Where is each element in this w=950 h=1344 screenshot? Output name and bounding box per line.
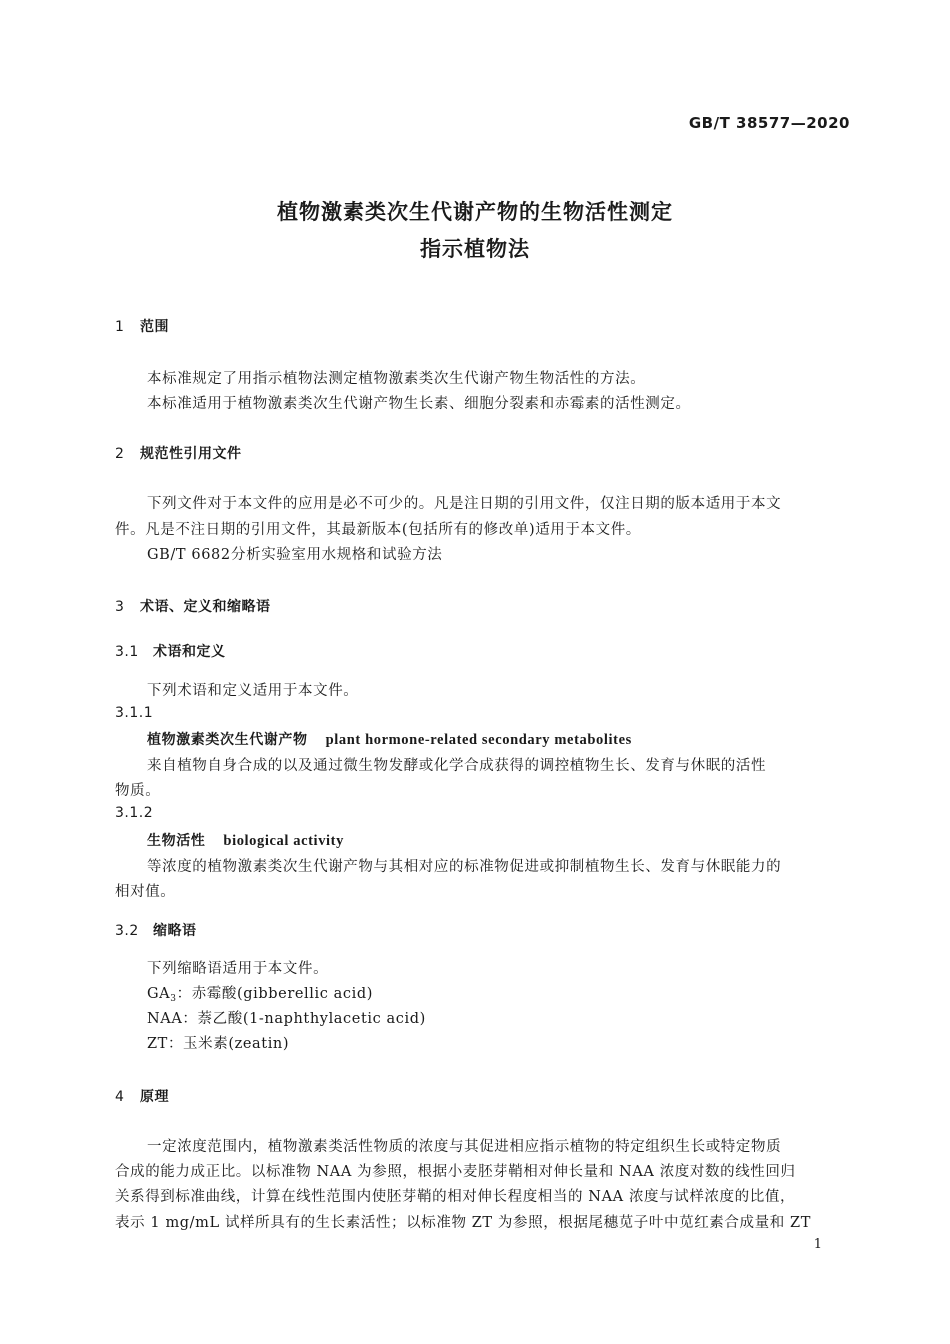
term-number: 3.1.2 — [115, 805, 154, 821]
paragraph-line: 下列文件对于本文件的应用是必不可少的。凡是注日期的引用文件，仅注日期的版本适用于本文 — [147, 496, 782, 512]
abbreviation-definition: ：赤霉酸(gibberellic acid) — [176, 986, 374, 1002]
section-title: 原理 — [140, 1089, 169, 1105]
section-title: 术语和定义 — [153, 644, 226, 660]
section-title: 术语、定义和缩略语 — [140, 599, 271, 615]
normative-reference — [147, 543, 442, 564]
section-2-heading — [115, 443, 242, 463]
paragraph: 本标准适用于植物激素类次生代谢产物生长素、细胞分裂素和赤霉素的活性测定。 — [147, 396, 691, 412]
term-chinese: 植物激素类次生代谢产物 — [147, 732, 308, 748]
section-title: 缩略语 — [153, 923, 197, 939]
section-title: 规范性引用文件 — [140, 446, 242, 462]
section-number: 3.2 — [115, 923, 139, 939]
section-number: 3.1 — [115, 644, 139, 660]
document-title-line2: 指示植物法 — [420, 237, 530, 261]
section-number: 4 — [115, 1089, 125, 1105]
section-number: 3 — [115, 599, 125, 615]
subsection-3-2-heading — [115, 920, 197, 940]
abbreviation-code: GA — [147, 986, 171, 1002]
paragraph-line: 表示 1 mg/mL 试样所具有的生长素活性；以标准物 ZT 为参照，根据尾穗苋子叶中苋红素合成量和 ZT — [115, 1215, 811, 1231]
term-english: biological activity — [223, 833, 344, 849]
paragraph-line: 件。凡是不注日期的引用文件，其最新版本(包括所有的修改单)适用于本文件。 — [115, 522, 641, 538]
paragraph-line: 一定浓度范围内，植物激素类活性物质的浓度与其促进相应指示植物的特定组织生长或特定物质 — [147, 1139, 782, 1155]
term-english: plant hormone-related secondary metabolites — [325, 732, 632, 748]
term-entry — [147, 729, 632, 749]
paragraph-line: 关系得到标准曲线，计算在线性范围内使胚芽鞘的相对伸长程度相当的 NAA 浓度与试样浓度的比值， — [115, 1189, 796, 1205]
abbreviation-item: NAA：萘乙酸(1-naphthylacetic acid) — [147, 1011, 426, 1027]
page-number: 1 — [813, 1237, 822, 1252]
section-1-heading — [115, 316, 169, 336]
standard-number: GB/T 38577—2020 — [688, 114, 850, 132]
term-definition-line: 物质。 — [115, 783, 161, 799]
abbreviation-subscript: 3 — [170, 994, 177, 1004]
term-definition-line: 相对值。 — [115, 884, 176, 900]
section-title: 范围 — [140, 319, 169, 335]
paragraph: 下列术语和定义适用于本文件。 — [147, 683, 359, 699]
paragraph: 下列缩略语适用于本文件。 — [147, 961, 329, 977]
paragraph-line: 合成的能力成正比。以标准物 NAA 为参照，根据小麦胚芽鞘相对伸长量和 NAA 浓度对数的线性回归 — [115, 1164, 796, 1180]
section-3-heading — [115, 596, 271, 616]
document-title-line1: 植物激素类次生代谢产物的生物活性测定 — [277, 200, 673, 224]
term-chinese: 生物活性 — [147, 833, 206, 849]
abbreviation-item: ZT：玉米素(zeatin) — [147, 1036, 290, 1052]
term-entry — [147, 830, 344, 850]
abbreviation-item — [147, 982, 373, 1004]
section-number: 1 — [115, 319, 125, 335]
reference-title: 分析实验室用水规格和试验方法 — [231, 547, 443, 563]
term-definition-line: 来自植物自身合成的以及通过微生物发酵或化学合成获得的调控植物生长、发育与休眠的活性 — [147, 758, 767, 774]
section-4-heading — [115, 1086, 169, 1106]
reference-code: GB/T 6682 — [147, 547, 231, 563]
subsection-3-1-heading — [115, 641, 226, 661]
paragraph: 本标准规定了用指示植物法测定植物激素类次生代谢产物生物活性的方法。 — [147, 371, 646, 387]
term-number: 3.1.1 — [115, 705, 154, 721]
term-definition-line: 等浓度的植物激素类次生代谢产物与其相对应的标准物促进或抑制植物生长、发育与休眠能力的 — [147, 859, 782, 875]
section-number: 2 — [115, 446, 125, 462]
